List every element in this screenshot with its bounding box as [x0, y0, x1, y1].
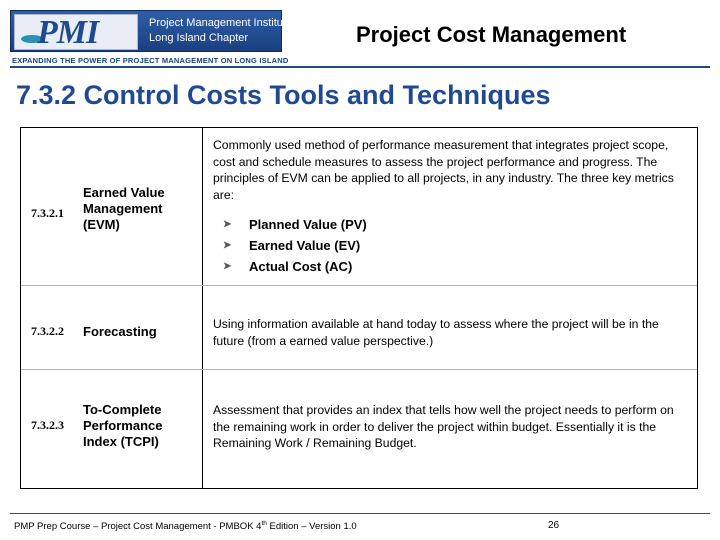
row-description: Assessment that provides an index that tells how well the project needs to perform on the remaining work in order to deliver the project within budget. Essentially it is the Remaining Work / Remaining Budget. — [213, 403, 674, 450]
pmi-logo — [10, 10, 293, 68]
metric-label: Actual Cost (AC) — [249, 259, 353, 274]
logo-banner — [10, 10, 293, 52]
pmi-letters: PMI — [37, 14, 99, 51]
row-description: Using information available at hand today to assess where the project will be in the future (from a earned value perspective.) — [213, 317, 659, 348]
footer-text: PMP Prep Course – Project Cost Management - PMBOK 4th Edition – Version 1.0 — [14, 520, 357, 533]
chapter-name: Long Island Chapter — [149, 32, 249, 44]
arrow-bullet-icon: ➤ — [223, 261, 232, 272]
page-number: 26 — [548, 520, 560, 531]
institute-name: Project Management Institute — [149, 17, 293, 29]
list-item — [213, 256, 683, 277]
header-divider — [10, 66, 710, 68]
tools-table — [20, 127, 698, 489]
arrow-bullet-icon: ➤ — [223, 219, 232, 230]
list-item — [213, 214, 683, 235]
metrics-list — [213, 214, 683, 277]
slide-title: 7.3.2 Control Costs Tools and Techniques — [16, 80, 551, 110]
row-term: Earned Value Management (EVM) — [83, 185, 165, 232]
table-row — [21, 370, 697, 488]
table-row — [21, 286, 697, 370]
row-number: 7.3.2.2 — [31, 324, 64, 338]
row-description: Commonly used method of performance measurement that integrates project scope, cost and schedule measures to assess the project performance and progress. The principles of EVM can be applied to all projects, in any industry. The three key metrics are: — [213, 138, 674, 202]
row-term: To-Complete Performance Index (TCPI) — [83, 402, 163, 449]
arrow-bullet-icon: ➤ — [223, 240, 232, 251]
metric-label: Planned Value (PV) — [249, 217, 367, 232]
pmi-letters-box — [14, 14, 138, 50]
header-title: Project Cost Management — [356, 22, 627, 47]
table-row — [21, 128, 697, 286]
row-term: Forecasting — [83, 324, 157, 339]
row-number: 7.3.2.3 — [31, 418, 64, 432]
logo-tagline: EXPANDING THE POWER OF PROJECT MANAGEMENT ON LONG ISLAND — [10, 54, 282, 68]
footer-divider — [10, 513, 710, 514]
list-item — [213, 235, 683, 256]
row-number: 7.3.2.1 — [31, 206, 64, 220]
metric-label: Earned Value (EV) — [249, 238, 361, 253]
